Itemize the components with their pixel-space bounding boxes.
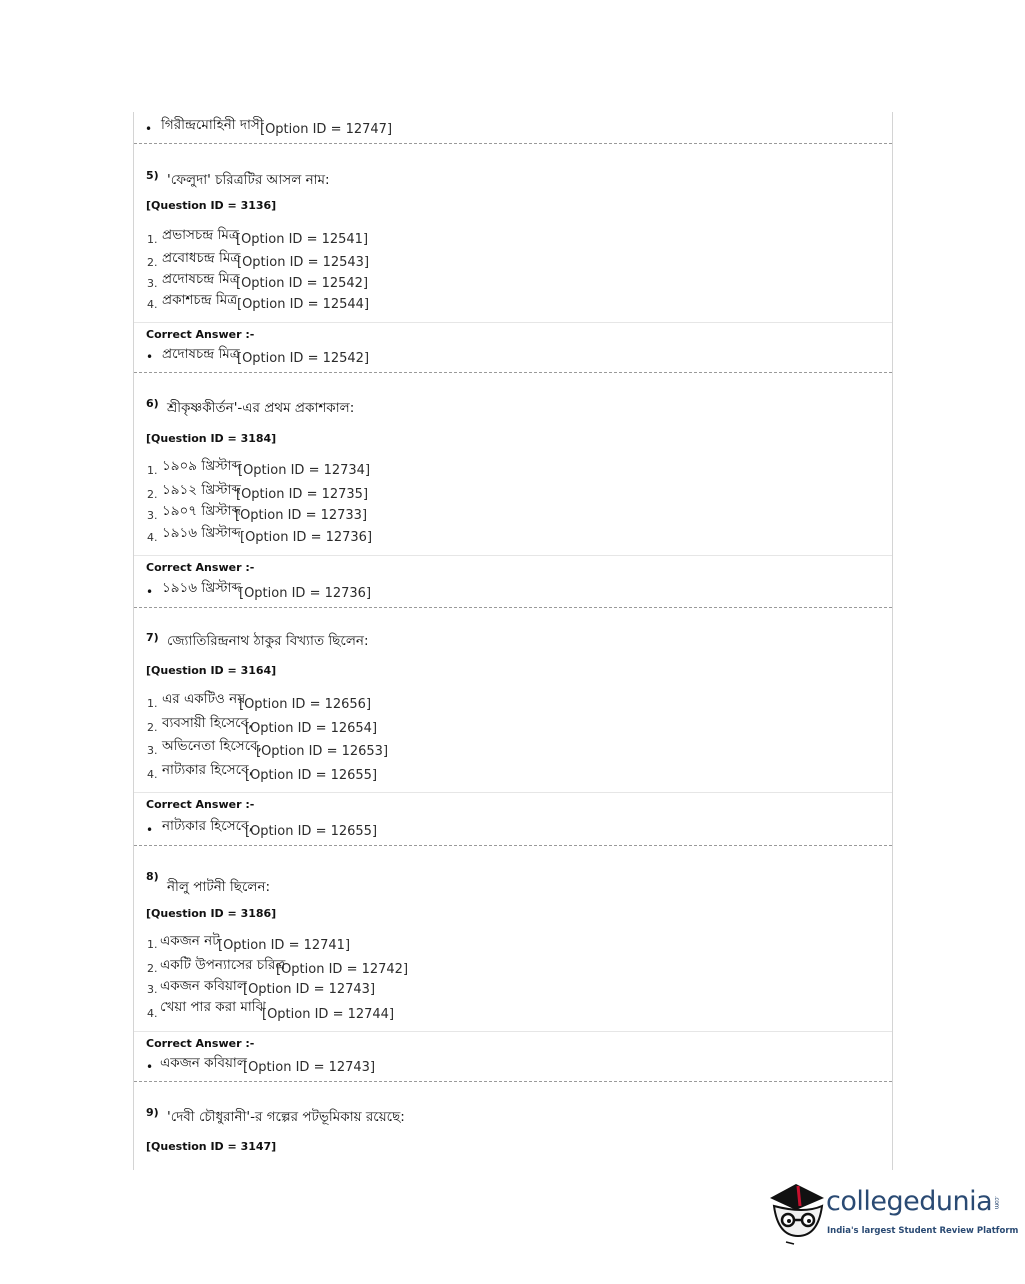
option-text: ব্যবসায়ী হিসেবে, bbox=[162, 715, 253, 731]
option-number: 2. bbox=[147, 256, 158, 269]
option-text: প্রদোষচন্দ্র মিত্র bbox=[162, 271, 240, 287]
separator bbox=[134, 792, 892, 793]
option-text: এর একটিও নয় bbox=[162, 691, 246, 707]
divider bbox=[134, 845, 892, 846]
question-id: [Question ID = 3186] bbox=[146, 907, 277, 920]
option-text: প্রকাশচন্দ্র মিত্র bbox=[162, 292, 238, 308]
answer-bullet: • bbox=[146, 1060, 154, 1074]
question-text: শ্রীকৃষ্ণকীর্তন'-এর প্রথম প্রকাশকাল: bbox=[167, 400, 355, 416]
answer-option-id: [Option ID = 12747] bbox=[260, 122, 393, 137]
answer-bullet: • bbox=[145, 122, 153, 136]
question-number: 6) bbox=[146, 397, 159, 410]
option-id: [Option ID = 12743] bbox=[243, 982, 376, 997]
answer-option-id: [Option ID = 12736] bbox=[239, 586, 372, 601]
option-number: 2. bbox=[147, 488, 158, 501]
option-number: 1. bbox=[147, 464, 158, 477]
answer-text: নাট্যকার হিসেবে, bbox=[162, 818, 253, 834]
question-number: 8) bbox=[146, 870, 159, 883]
option-id: [Option ID = 12654] bbox=[245, 721, 378, 736]
question-id: [Question ID = 3164] bbox=[146, 664, 277, 677]
answer-option-id: [Option ID = 12743] bbox=[243, 1060, 376, 1075]
separator bbox=[134, 1031, 892, 1032]
separator bbox=[134, 322, 892, 323]
correct-answer-label: Correct Answer :- bbox=[146, 328, 255, 341]
option-id: [Option ID = 12656] bbox=[239, 697, 372, 712]
question-number: 5) bbox=[146, 169, 159, 182]
option-id: [Option ID = 12544] bbox=[237, 297, 370, 312]
option-number: 4. bbox=[147, 1007, 158, 1020]
option-id: [Option ID = 12734] bbox=[238, 463, 371, 478]
option-id: [Option ID = 12733] bbox=[235, 508, 368, 523]
option-text: একজন কবিয়াল bbox=[160, 978, 247, 994]
question-id: [Question ID = 3136] bbox=[146, 199, 277, 212]
option-id: [Option ID = 12742] bbox=[276, 962, 409, 977]
option-id: [Option ID = 12736] bbox=[240, 530, 373, 545]
option-text: প্রভাসচন্দ্র মিত্র bbox=[162, 227, 239, 243]
option-text: অভিনেতা হিসেবে, bbox=[162, 738, 262, 754]
option-number: 1. bbox=[147, 697, 158, 710]
option-text: ১৯১২ খ্রিস্টাব্দ bbox=[162, 482, 241, 498]
question-text: 'দেবী চৌধুরানী'-র গল্পের পটভূমিকায় রয়েছে: bbox=[167, 1109, 405, 1125]
option-id: [Option ID = 12741] bbox=[218, 938, 351, 953]
correct-answer-label: Correct Answer :- bbox=[146, 798, 255, 811]
divider bbox=[134, 1081, 892, 1082]
option-number: 3. bbox=[147, 744, 158, 757]
option-number: 2. bbox=[147, 721, 158, 734]
option-number: 4. bbox=[147, 298, 158, 311]
option-number: 1. bbox=[147, 938, 158, 951]
question-text: নীলু পাটনী ছিলেন: bbox=[167, 879, 271, 895]
option-id: [Option ID = 12653] bbox=[256, 744, 389, 759]
question-number: 7) bbox=[146, 631, 159, 644]
option-id: [Option ID = 12542] bbox=[236, 276, 369, 291]
option-text: ১৯১৬ খ্রিস্টাব্দ bbox=[162, 525, 241, 541]
option-number: 1. bbox=[147, 233, 158, 246]
answer-text: ১৯১৬ খ্রিস্টাব্দ bbox=[162, 580, 241, 596]
answer-option-id: [Option ID = 12655] bbox=[245, 824, 378, 839]
separator bbox=[134, 555, 892, 556]
option-id: [Option ID = 12655] bbox=[245, 768, 378, 783]
option-id: [Option ID = 12543] bbox=[237, 255, 370, 270]
option-text: খেয়া পার করা মাঝি bbox=[160, 999, 266, 1015]
option-id: [Option ID = 12541] bbox=[236, 232, 369, 247]
option-text: প্রবোধচন্দ্র মিত্র bbox=[162, 250, 241, 266]
brand-tagline: India's largest Student Review Platform bbox=[827, 1226, 1019, 1236]
option-number: 2. bbox=[147, 962, 158, 975]
answer-bullet: • bbox=[146, 350, 154, 364]
option-number: 4. bbox=[147, 768, 158, 781]
brand-suffix: .com bbox=[993, 1196, 1001, 1209]
divider bbox=[134, 372, 892, 373]
question-text: জ্যোতিরিন্দ্রনাথ ঠাকুর বিখ্যাত ছিলেন: bbox=[167, 633, 369, 649]
answer-text: প্রদোষচন্দ্র মিত্র bbox=[162, 346, 240, 362]
option-id: [Option ID = 12735] bbox=[236, 487, 369, 502]
brand-name: collegedunia.com bbox=[826, 1186, 1001, 1217]
option-number: 3. bbox=[147, 277, 158, 290]
option-id: [Option ID = 12744] bbox=[262, 1007, 395, 1022]
correct-answer-label: Correct Answer :- bbox=[146, 1037, 255, 1050]
divider bbox=[134, 607, 892, 608]
option-text: নাট্যকার হিসেবে, bbox=[162, 762, 253, 778]
question-number: 9) bbox=[146, 1106, 159, 1119]
question-id: [Question ID = 3147] bbox=[146, 1140, 277, 1153]
correct-answer-label: Correct Answer :- bbox=[146, 561, 255, 574]
answer-option-id: [Option ID = 12542] bbox=[237, 351, 370, 366]
question-paper-page bbox=[133, 112, 893, 1170]
answer-text: একজন কবিয়াল bbox=[160, 1055, 247, 1071]
question-text: 'ফেলুদা' চরিত্রটির আসল নাম: bbox=[167, 172, 330, 188]
question-id: [Question ID = 3184] bbox=[146, 432, 277, 445]
answer-text: গিরীন্দ্রমোহিনী দাসী bbox=[161, 117, 264, 133]
option-text: একজন নট bbox=[160, 933, 220, 949]
option-number: 4. bbox=[147, 531, 158, 544]
answer-bullet: • bbox=[146, 585, 154, 599]
option-number: 3. bbox=[147, 983, 158, 996]
option-number: 3. bbox=[147, 509, 158, 522]
option-text: ১৯০৭ খ্রিস্টাব্দ bbox=[162, 503, 241, 519]
option-text: ১৯০৯ খ্রিস্টাব্দ bbox=[162, 458, 241, 474]
option-text: একটি উপন্যাসের চরিত্র bbox=[160, 957, 286, 973]
answer-bullet: • bbox=[146, 823, 154, 837]
divider bbox=[134, 143, 892, 144]
